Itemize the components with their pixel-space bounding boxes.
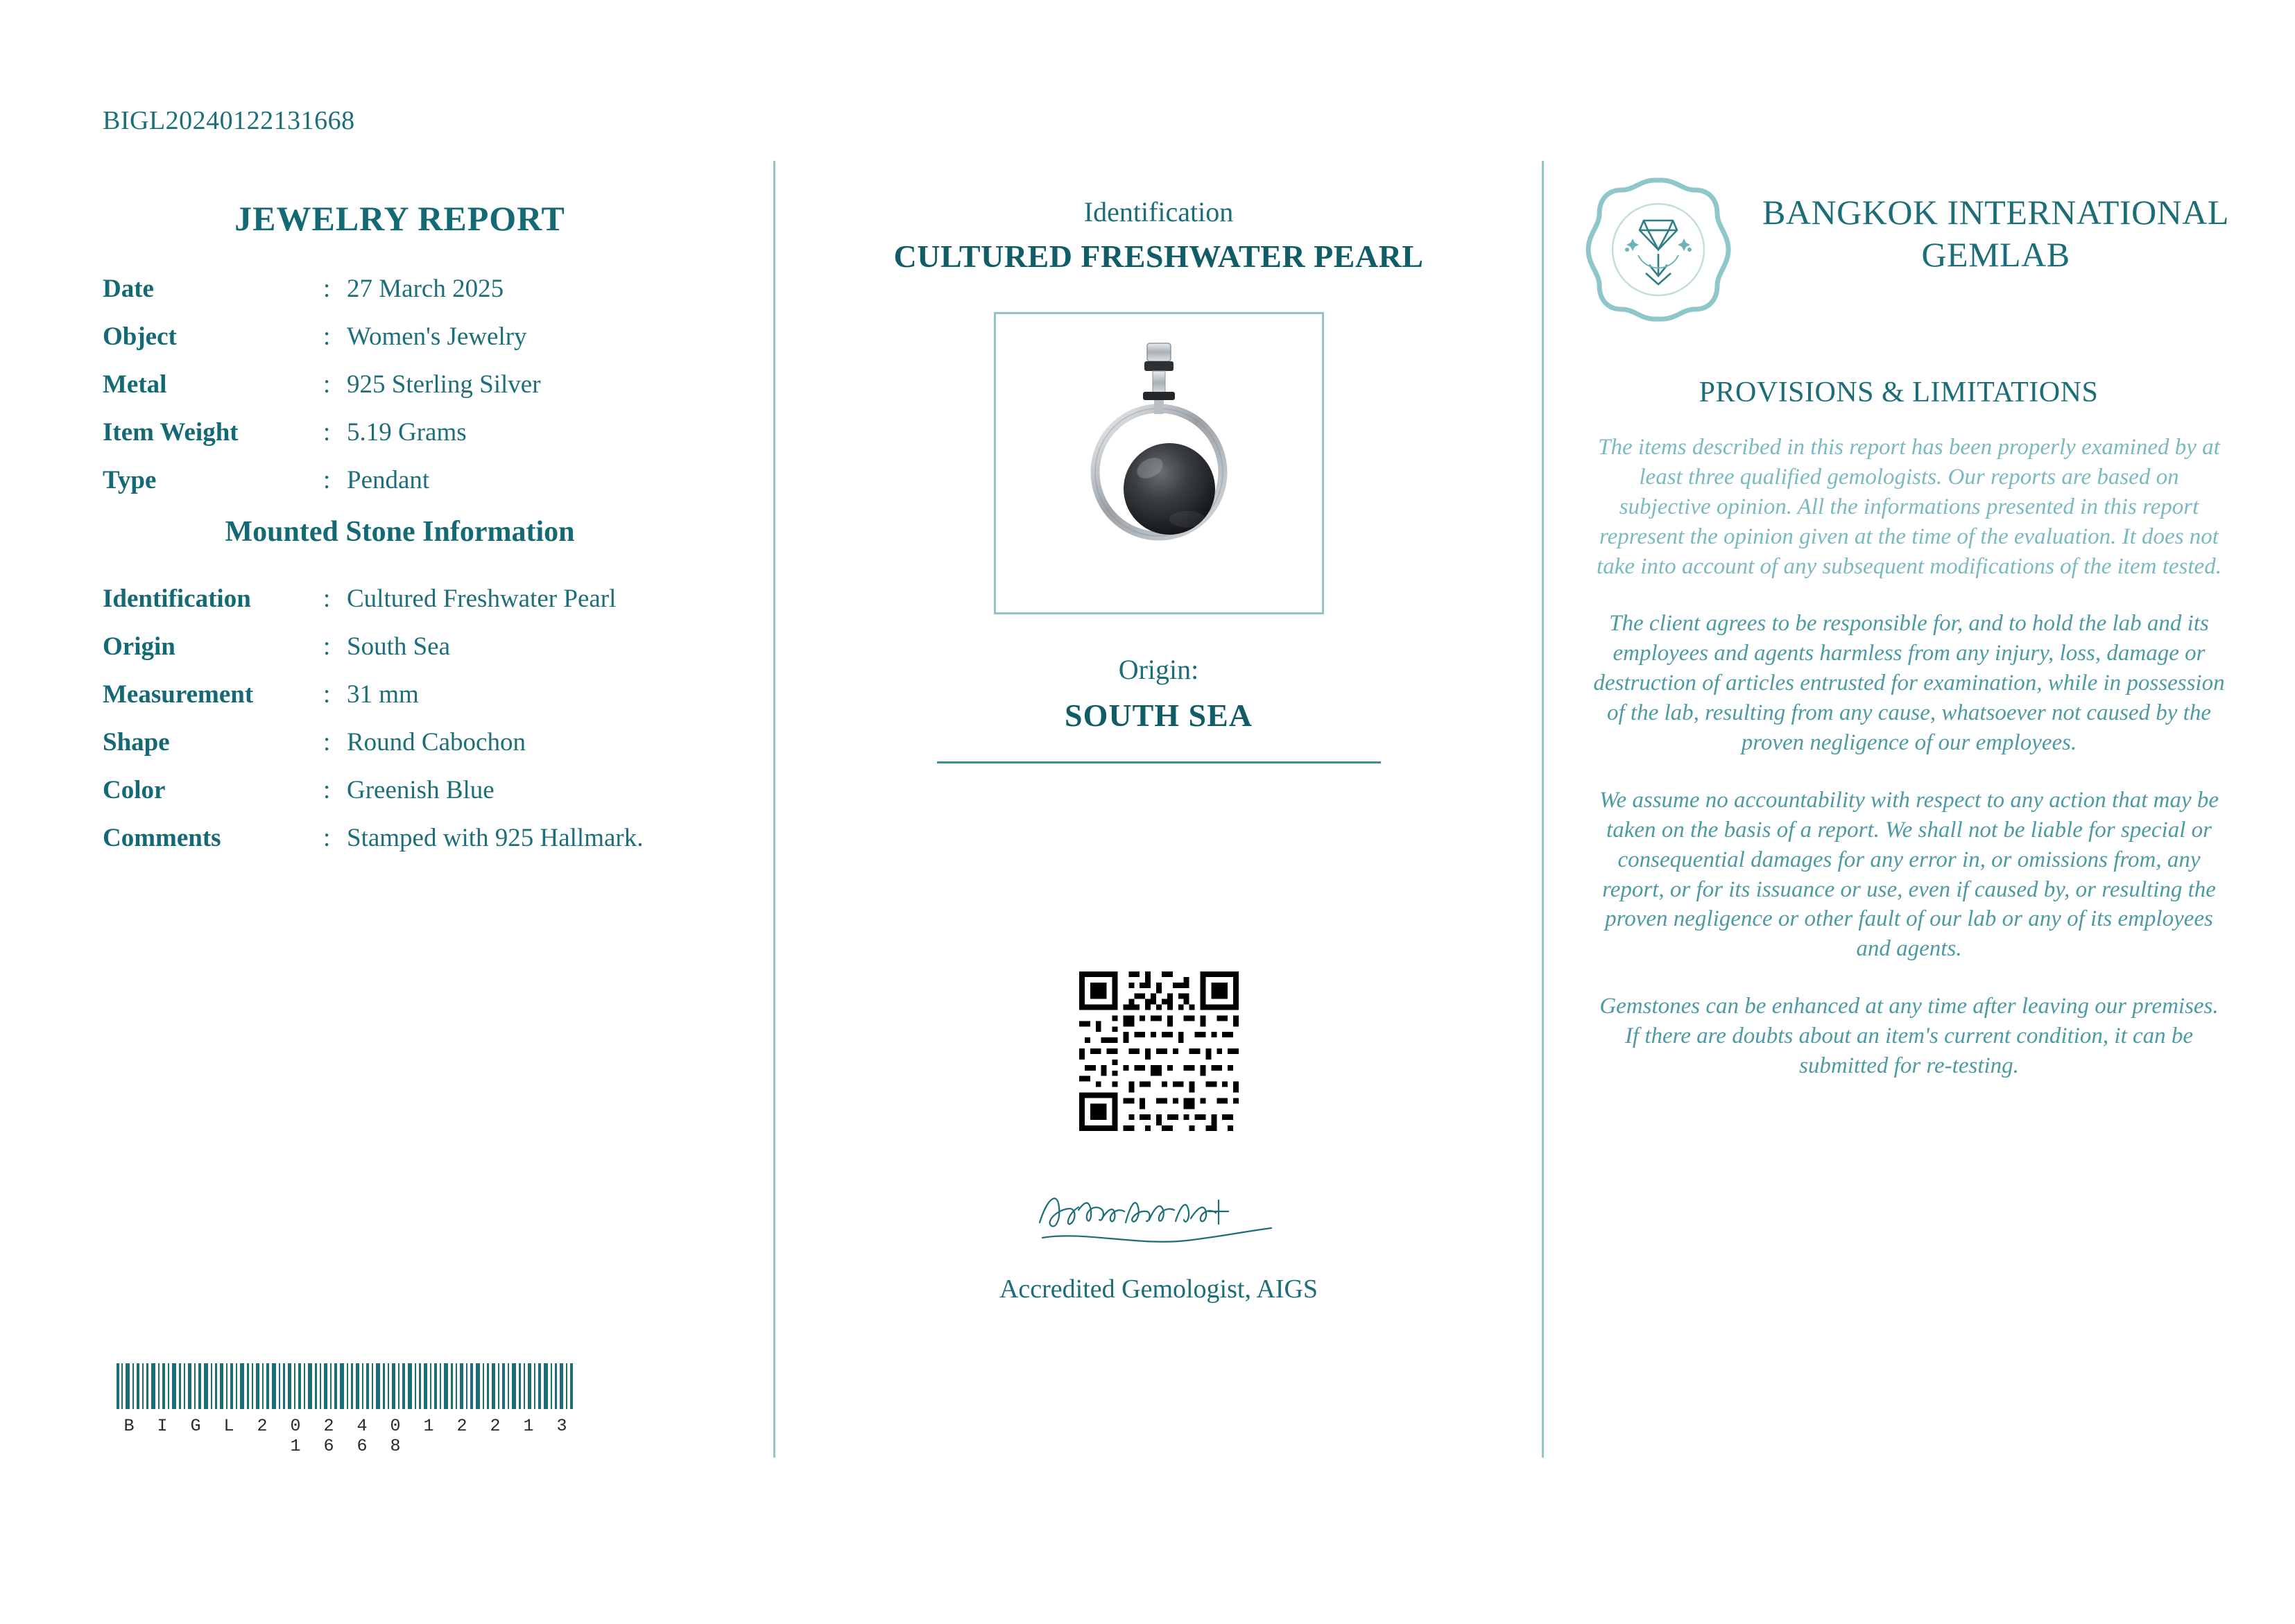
field-value: Pendant	[347, 466, 430, 494]
report-fields	[103, 276, 773, 493]
field-label: Type	[103, 466, 157, 494]
origin-value: SOUTH SEA	[1064, 698, 1253, 733]
field-label: Date	[103, 275, 154, 303]
field-value: Stamped with 925 Hallmark.	[347, 824, 644, 852]
signature-caption: Accredited Gemologist, AIGS	[999, 1275, 1318, 1304]
provisions-title: PROVISIONS & LIMITATIONS	[1699, 377, 2099, 408]
section-title-mounted-stone: Mounted Stone Information	[225, 516, 575, 548]
brand-header	[1544, 158, 2253, 338]
field-label: Measurement	[103, 680, 254, 709]
signature-block	[775, 1180, 1542, 1304]
field-row	[103, 276, 773, 302]
left-column	[0, 158, 773, 1476]
pendant-photo	[996, 314, 1322, 612]
field-colon: :	[323, 322, 331, 351]
field-row	[103, 372, 773, 397]
content-columns	[0, 158, 2295, 1476]
field-label: Comments	[103, 824, 221, 852]
field-colon: :	[323, 418, 331, 447]
provision-paragraph: Gemstones can be enhanced at any time after leaving our premises. If there are doubts about an item's current condition, it can be submitted for re-testing.	[1599, 994, 2219, 1079]
divider-line	[937, 761, 1381, 763]
table-row	[103, 825, 773, 851]
field-value: 5.19 Grams	[347, 418, 467, 447]
field-row	[103, 324, 773, 349]
middle-column	[775, 158, 1542, 1476]
field-label: Item Weight	[103, 418, 239, 447]
field-value: 31 mm	[347, 680, 419, 709]
field-label: Shape	[103, 728, 170, 757]
field-colon: :	[323, 370, 331, 399]
field-colon: :	[323, 776, 331, 804]
field-value: 925 Sterling Silver	[347, 370, 541, 399]
gemlab-logo-icon	[1572, 172, 1745, 338]
identification-label: Identification	[1083, 196, 1234, 227]
field-label: Object	[103, 322, 177, 351]
field-value: Women's Jewelry	[347, 322, 527, 351]
table-row	[103, 634, 773, 659]
provision-paragraph: The items described in this report has been properly examined by at least three qualified gemologists. Our reports are based on subjective opinion. All the informations presented in this report represent the opinion given at the time of the evaluation. It does not take into account of any subsequent modifications of the item tested.	[1597, 435, 2221, 579]
field-value: 27 March 2025	[347, 275, 504, 303]
gem-photo-frame	[994, 312, 1324, 614]
barcode-block	[103, 1363, 588, 1456]
origin-label: Origin:	[1118, 654, 1199, 685]
table-row	[103, 777, 773, 803]
provisions-body	[1544, 433, 2253, 1081]
field-colon: :	[323, 275, 331, 303]
field-colon: :	[323, 632, 331, 661]
field-value: Round Cabochon	[347, 728, 526, 757]
field-colon: :	[323, 680, 331, 709]
field-label: Identification	[103, 585, 251, 613]
field-colon: :	[323, 585, 331, 613]
field-colon: :	[323, 728, 331, 757]
table-row	[103, 586, 773, 612]
provision-paragraph: We assume no accountability with respect to any action that may be taken on the basis of a report. We shall not be liable for special or consequential damages for any error in, or omissions from, any report, or for its issuance or use, even if caused by, or resulting the proven negligence or other fault of our lab or any of its employees and agents.	[1599, 787, 2219, 962]
field-label: Metal	[103, 370, 167, 399]
field-row	[103, 420, 773, 445]
brand-name: BANGKOK INTERNATIONAL GEMLAB	[1762, 193, 2229, 274]
stone-fields	[103, 586, 773, 851]
identification-value: CULTURED FRESHWATER PEARL	[893, 239, 1424, 274]
signature-icon	[1027, 1180, 1291, 1256]
field-colon: :	[323, 824, 331, 852]
page-title: JEWELRY REPORT	[234, 199, 565, 238]
reference-code: BIGL20240122131668	[103, 106, 355, 135]
field-label: Color	[103, 776, 166, 804]
qr-code-icon[interactable]	[1079, 971, 1239, 1131]
field-value: South Sea	[347, 632, 451, 661]
table-row	[103, 682, 773, 707]
field-value: Greenish Blue	[347, 776, 495, 804]
field-value: Cultured Freshwater Pearl	[347, 585, 617, 613]
field-colon: :	[323, 466, 331, 494]
field-row	[103, 467, 773, 493]
right-column	[1544, 158, 2295, 1476]
provision-paragraph: The client agrees to be responsible for, and to hold the lab and its employees and agents harmless from any injury, loss, damage or destruction of articles entrusted for examination, while in possession of the lab, resulting from any cause, whatsoever not caused by the proven negligence of our employees.	[1593, 611, 2225, 756]
field-label: Origin	[103, 632, 175, 661]
barcode-icon	[117, 1363, 574, 1409]
barcode-text: B I G L 2 0 2 4 0 1 2 2 1 3 1 6 6 8	[123, 1416, 574, 1456]
table-row	[103, 729, 773, 755]
